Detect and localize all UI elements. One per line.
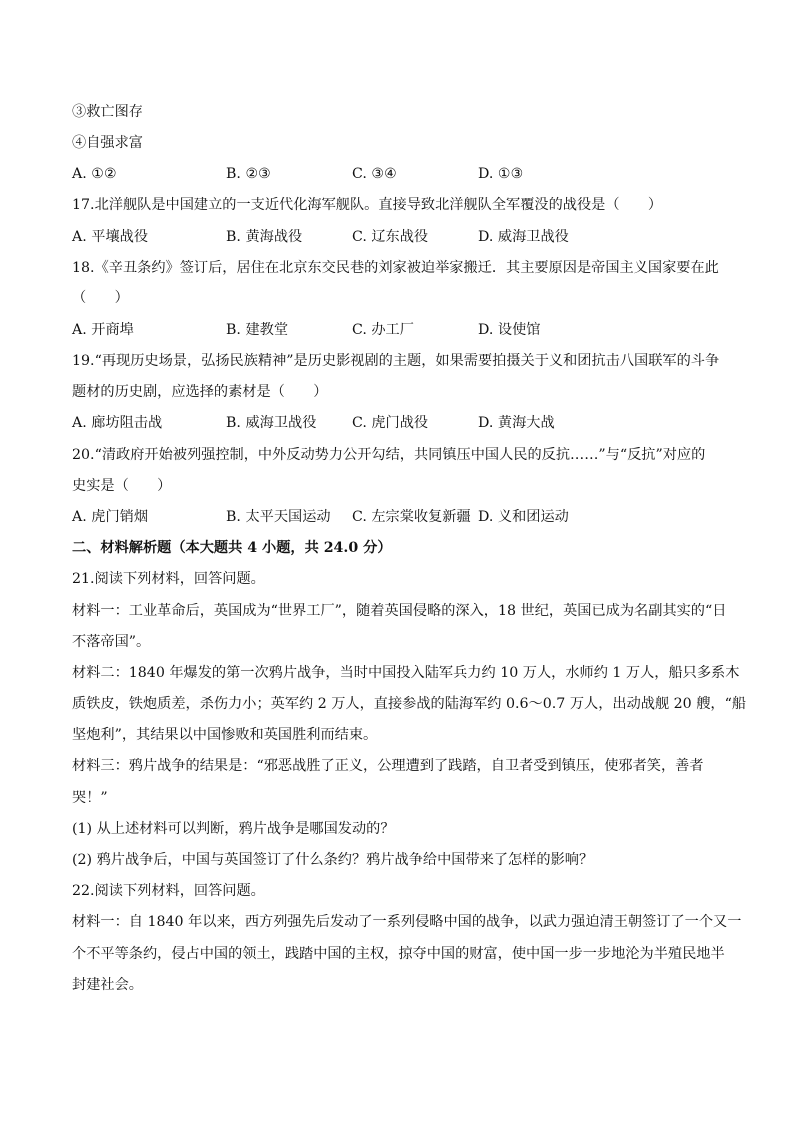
q21-material-3-line-1: 材料三：鸦片战争的结果是：“邪恶战胜了正义，公理遭到了践踏，自卫者受到镇压，使邪者笑，善者 — [72, 758, 704, 774]
q21-sub-question-2: (2) 鸦片战争后，中国与英国签订了什么条约？鸦片战争给中国带来了怎样的影响？ — [72, 852, 594, 868]
q16-option-c: C. ③④ — [352, 166, 397, 182]
q20-option-d: D. 义和团运动 — [478, 509, 569, 525]
q22-intro: 22.阅读下列材料，回答问题。 — [72, 883, 265, 899]
q16-option-b: B. ②③ — [226, 166, 271, 182]
q20-stem-line-2: 史实是（ ） — [72, 478, 172, 494]
q19-option-b: B. 威海卫战役 — [226, 415, 317, 431]
q19-option-c: C. 虎门战役 — [352, 415, 429, 431]
q17-option-c: C. 辽东战役 — [352, 229, 429, 245]
q19-option-a: A. 廊坊阻击战 — [72, 415, 163, 431]
section-2-title: 二、材料解析题（本大题共 4 小题，共 24.0 分） — [72, 540, 392, 556]
q21-material-1-line-2: 不落帝国”。 — [72, 634, 151, 650]
q21-material-2-line-1: 材料二：1840 年爆发的第一次鸦片战争，当时中国投入陆军兵力约 10 万人，水师约 1 万人，船只多系木 — [72, 665, 740, 681]
q18-option-b: B. 建教堂 — [226, 322, 289, 338]
q16-item-4: ④自强求富 — [72, 135, 143, 151]
q18-option-c: C. 办工厂 — [352, 322, 414, 338]
q21-material-3-line-2: 哭！” — [72, 790, 108, 806]
q17-stem: 17.北洋舰队是中国建立的一支近代化海军舰队。直接导致北洋舰队全军覆没的战役是（ ） — [72, 197, 663, 213]
q18-stem-line-1: 18.《辛丑条约》签订后，居住在北京东交民巷的刘家被迫举家搬迁．其主要原因是帝国主义国家要在此 — [72, 260, 719, 276]
q18-option-d: D. 设使馆 — [478, 322, 541, 338]
q21-intro: 21.阅读下列材料，回答问题。 — [72, 571, 265, 587]
q22-material-1-line-1: 材料一：自 1840 年以来，西方列强先后发动了一系列侵略中国的战争，以武力强迫清王朝签订了一个又一 — [72, 914, 742, 930]
q21-material-1-line-1: 材料一：工业革命后，英国成为“世界工厂”，随着英国侵略的深入，18 世纪，英国已成为名副其实的“日 — [72, 603, 727, 619]
q17-option-b: B. 黄海战役 — [226, 229, 303, 245]
q20-option-c: C. 左宗棠收复新疆 — [352, 509, 471, 525]
q21-sub-question-1: (1) 从上述材料可以判断，鸦片战争是哪国发动的？ — [72, 821, 395, 837]
q18-option-a: A. 开商埠 — [72, 322, 134, 338]
q19-stem-line-2: 题材的历史剧，应选择的素材是（ ） — [72, 384, 328, 400]
q21-material-2-line-3: 坚炮利”，其结果以中国惨败和英国胜利而结束。 — [72, 727, 378, 743]
q22-material-1-line-2: 个不平等条约，侵占中国的领土，践踏中国的主权，掠夺中国的财富，使中国一步一步地沦为半殖民地半 — [72, 946, 725, 962]
q16-option-d: D. ①③ — [478, 166, 524, 182]
q17-option-a: A. 平壤战役 — [72, 229, 149, 245]
q18-stem-line-2: （ ） — [72, 290, 129, 306]
q22-material-1-line-3: 封建社会。 — [72, 977, 143, 993]
q16-item-3: ③救亡图存 — [72, 104, 143, 120]
q20-option-a: A. 虎门销烟 — [72, 509, 149, 525]
q17-option-d: D. 威海卫战役 — [478, 229, 569, 245]
q19-option-d: D. 黄海大战 — [478, 415, 555, 431]
q19-stem-line-1: 19.“再现历史场景，弘扬民族精神”是历史影视剧的主题，如果需要拍摄关于义和团抗击八国联军的斗争 — [72, 353, 720, 369]
q20-option-b: B. 太平天国运动 — [226, 509, 331, 525]
q20-stem-line-1: 20.“清政府开始被列强控制，中外反动势力公开勾结，共同镇压中国人民的反抗……”与“反抗”对应的 — [72, 447, 706, 463]
q16-option-a: A. ①② — [72, 166, 117, 182]
q21-material-2-line-2: 质铁皮，铁炮质差，杀伤力小；英军约 2 万人，直接参战的陆海军约 0.6～0.7 万人，出动战舰 20 艘，“船 — [72, 696, 747, 712]
